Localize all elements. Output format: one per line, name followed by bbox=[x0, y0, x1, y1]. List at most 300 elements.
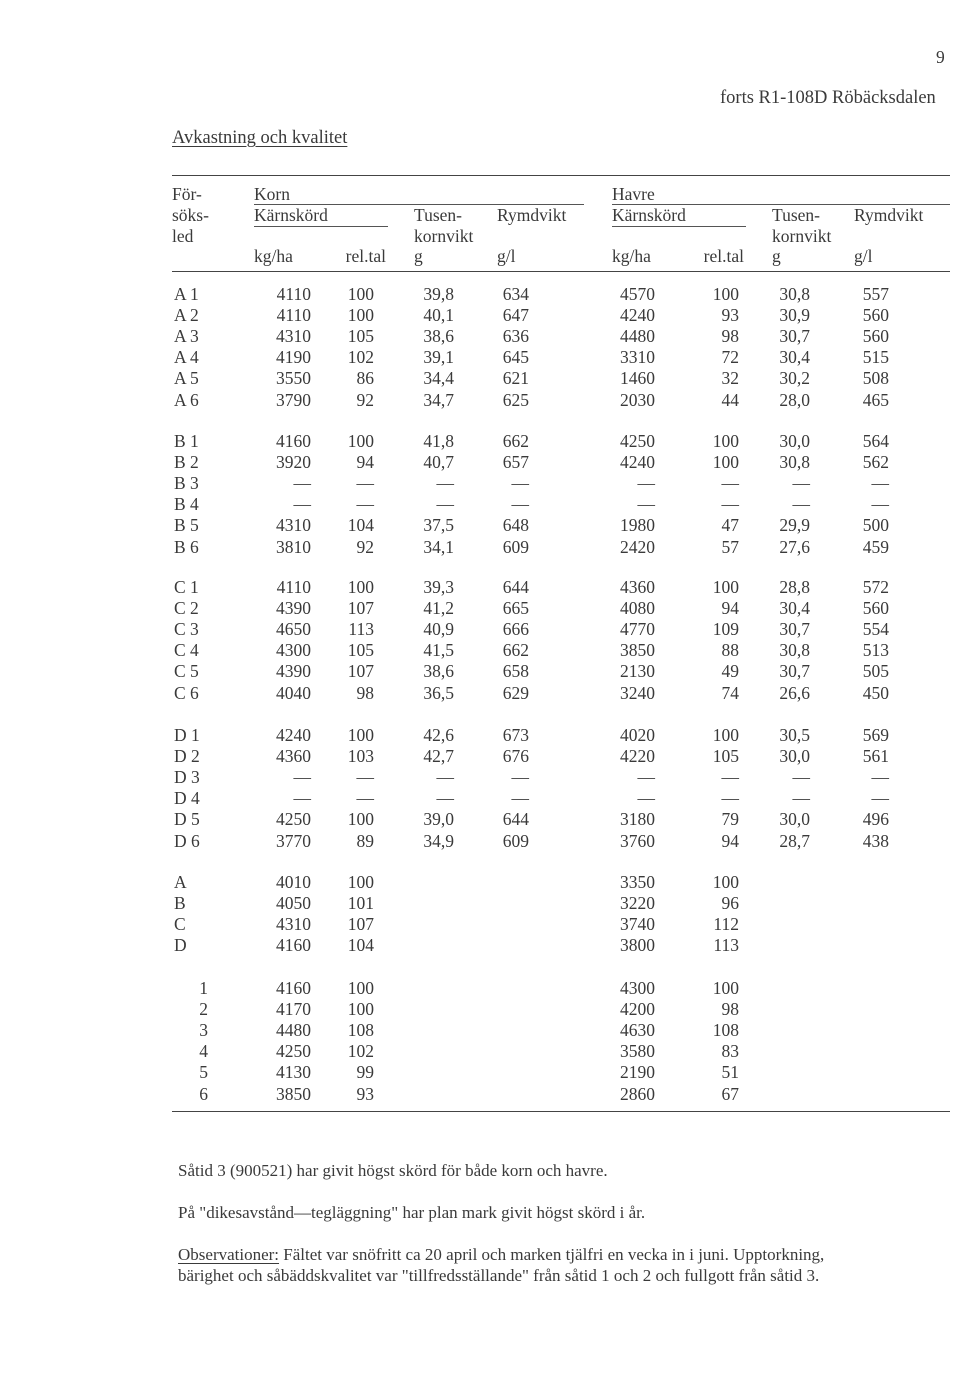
table-cell: 4170 bbox=[276, 999, 311, 1019]
table-cell: 4190 bbox=[276, 347, 311, 367]
table-cell: 49 bbox=[721, 661, 739, 681]
table-cell: — bbox=[871, 767, 889, 787]
table-cell: 625 bbox=[502, 390, 529, 410]
table-cell: 3350 bbox=[620, 872, 655, 892]
table-cell: — bbox=[792, 767, 810, 787]
table-cell: 107 bbox=[347, 914, 374, 934]
table-cell: 30,0 bbox=[779, 746, 810, 766]
observations-line-2: bärighet och såbäddskvalitet var "tillfredsställande" från såtid 1 och 2 och fullgott från såtid 3. bbox=[178, 1266, 820, 1285]
table-cell: 104 bbox=[347, 515, 374, 535]
table-cell: 40,7 bbox=[423, 452, 454, 472]
table-cell: 93 bbox=[356, 1084, 374, 1104]
unit-korn-kgha: kg/ha bbox=[254, 246, 293, 266]
table-cell: 658 bbox=[502, 661, 529, 681]
table-cell: 4110 bbox=[276, 305, 311, 325]
table-cell: — bbox=[436, 788, 454, 808]
table-cell: 3310 bbox=[620, 347, 655, 367]
table-cell: 107 bbox=[347, 598, 374, 618]
table-cell: 4220 bbox=[620, 746, 655, 766]
table-cell: 645 bbox=[502, 347, 529, 367]
table-cell: 30,7 bbox=[779, 326, 810, 346]
table-cell: — bbox=[511, 494, 529, 514]
table-cell: 2030 bbox=[620, 390, 655, 410]
table-cell: 4250 bbox=[276, 1041, 311, 1061]
table-cell: 508 bbox=[862, 368, 889, 388]
table-cell: 438 bbox=[862, 831, 889, 851]
table-bottom-rule bbox=[172, 1111, 950, 1112]
row-label: C 4 bbox=[174, 640, 199, 660]
row-label: C bbox=[174, 914, 186, 934]
table-cell: 100 bbox=[347, 305, 374, 325]
table-cell: 94 bbox=[356, 452, 374, 472]
table-cell: — bbox=[293, 473, 311, 493]
table-cell: 4250 bbox=[620, 431, 655, 451]
table-cell: 4110 bbox=[276, 284, 311, 304]
table-cell: 4160 bbox=[276, 978, 311, 998]
unit-havre-reltal: rel.tal bbox=[703, 246, 744, 266]
header-forsoksled-1: För- bbox=[172, 184, 202, 204]
row-label: C 6 bbox=[174, 683, 199, 703]
row-label: D 1 bbox=[174, 725, 200, 745]
table-cell: 560 bbox=[862, 326, 889, 346]
table-cell: 93 bbox=[721, 305, 739, 325]
row-label: A 6 bbox=[174, 390, 199, 410]
table-cell: 4160 bbox=[276, 431, 311, 451]
table-cell: 113 bbox=[348, 619, 374, 639]
table-cell: 3740 bbox=[620, 914, 655, 934]
header-korn-tusen: Tusen- bbox=[414, 205, 462, 225]
table-cell: 100 bbox=[712, 725, 739, 745]
header-havre: Havre bbox=[612, 184, 655, 204]
row-label: D 2 bbox=[174, 746, 200, 766]
table-cell: — bbox=[511, 767, 529, 787]
row-label: A 1 bbox=[174, 284, 199, 304]
table-cell: 621 bbox=[502, 368, 529, 388]
table-cell: 100 bbox=[347, 978, 374, 998]
table-cell: 41,8 bbox=[423, 431, 454, 451]
table-cell: 89 bbox=[356, 831, 374, 851]
table-cell: 107 bbox=[347, 661, 374, 681]
table-cell: 4310 bbox=[276, 515, 311, 535]
header-havre-karnskord: Kärnskörd bbox=[612, 205, 686, 225]
table-cell: 4360 bbox=[620, 577, 655, 597]
table-cell: 4010 bbox=[276, 872, 311, 892]
table-cell: 30,2 bbox=[779, 368, 810, 388]
table-cell: — bbox=[436, 473, 454, 493]
table-cell: 26,6 bbox=[779, 683, 810, 703]
table-cell: 4160 bbox=[276, 935, 311, 955]
table-cell: 636 bbox=[502, 326, 529, 346]
table-cell: 99 bbox=[356, 1062, 374, 1082]
table-cell: 4390 bbox=[276, 661, 311, 681]
unit-korn-g: g bbox=[414, 246, 423, 266]
table-cell: 102 bbox=[347, 1041, 374, 1061]
header-korn-kornvikt: kornvikt bbox=[414, 226, 474, 246]
table-cell: 3810 bbox=[276, 537, 311, 557]
table-cell: 4110 bbox=[276, 577, 311, 597]
table-cell: 572 bbox=[862, 577, 889, 597]
row-label: 1 bbox=[199, 978, 208, 998]
table-cell: 96 bbox=[721, 893, 739, 913]
table-cell: — bbox=[871, 494, 889, 514]
table-cell: 34,9 bbox=[423, 831, 454, 851]
table-cell: 34,7 bbox=[423, 390, 454, 410]
row-label: A 3 bbox=[174, 326, 199, 346]
table-cell: 30,5 bbox=[779, 725, 810, 745]
table-cell: 30,0 bbox=[779, 431, 810, 451]
table-cell: 39,1 bbox=[423, 347, 454, 367]
table-cell: 108 bbox=[712, 1020, 739, 1040]
table-cell: 2190 bbox=[620, 1062, 655, 1082]
table-cell: 30,9 bbox=[779, 305, 810, 325]
table-cell: — bbox=[356, 473, 374, 493]
table-cell: 79 bbox=[721, 809, 739, 829]
row-label: D 3 bbox=[174, 767, 200, 787]
table-cell: 4300 bbox=[276, 640, 311, 660]
row-label: D 5 bbox=[174, 809, 200, 829]
table-cell: 40,9 bbox=[423, 619, 454, 639]
table-cell: 564 bbox=[862, 431, 889, 451]
table-cell: 30,8 bbox=[779, 452, 810, 472]
table-cell: — bbox=[637, 494, 655, 514]
header-forsoksled-2: söks- bbox=[172, 205, 209, 225]
row-label: B 6 bbox=[174, 537, 199, 557]
table-cell: 34,4 bbox=[423, 368, 454, 388]
table-cell: — bbox=[356, 767, 374, 787]
table-cell: 101 bbox=[347, 893, 374, 913]
table-cell: 2130 bbox=[620, 661, 655, 681]
table-cell: 557 bbox=[862, 284, 889, 304]
table-cell: — bbox=[792, 473, 810, 493]
table-cell: — bbox=[637, 788, 655, 808]
table-cell: 662 bbox=[502, 431, 529, 451]
table-cell: 41,2 bbox=[423, 598, 454, 618]
row-label: B 4 bbox=[174, 494, 199, 514]
unit-havre-g: g bbox=[772, 246, 781, 266]
table-cell: 505 bbox=[862, 661, 889, 681]
table-cell: 105 bbox=[347, 326, 374, 346]
table-cell: 662 bbox=[502, 640, 529, 660]
table-cell: 94 bbox=[721, 831, 739, 851]
table-cell: — bbox=[792, 494, 810, 514]
table-cell: 648 bbox=[502, 515, 529, 535]
table-cell: 450 bbox=[862, 683, 889, 703]
table-cell: 34,1 bbox=[423, 537, 454, 557]
header-havre-kornvikt: kornvikt bbox=[772, 226, 832, 246]
table-cell: 30,4 bbox=[779, 347, 810, 367]
table-cell: 647 bbox=[502, 305, 529, 325]
table-cell: 30,8 bbox=[779, 284, 810, 304]
table-cell: 39,3 bbox=[423, 577, 454, 597]
table-cell: 105 bbox=[712, 746, 739, 766]
table-top-rule bbox=[172, 175, 950, 176]
table-cell: — bbox=[436, 767, 454, 787]
table-cell: 100 bbox=[347, 809, 374, 829]
table-cell: 41,5 bbox=[423, 640, 454, 660]
table-cell: 3790 bbox=[276, 390, 311, 410]
table-cell: 3550 bbox=[276, 368, 311, 388]
table-cell: 3920 bbox=[276, 452, 311, 472]
table-cell: 112 bbox=[713, 914, 739, 934]
row-label: B 3 bbox=[174, 473, 199, 493]
table-cell: 100 bbox=[347, 725, 374, 745]
table-cell: 83 bbox=[721, 1041, 739, 1061]
table-cell: 4240 bbox=[620, 452, 655, 472]
table-cell: 47 bbox=[721, 515, 739, 535]
table-cell: 4020 bbox=[620, 725, 655, 745]
korn-karnskord-rule bbox=[254, 226, 388, 227]
table-cell: 86 bbox=[356, 368, 374, 388]
table-cell: 4240 bbox=[620, 305, 655, 325]
table-cell: — bbox=[637, 473, 655, 493]
row-label: A 5 bbox=[174, 368, 199, 388]
table-cell: 44 bbox=[721, 390, 739, 410]
table-cell: 100 bbox=[347, 431, 374, 451]
table-cell: 3800 bbox=[620, 935, 655, 955]
table-cell: 100 bbox=[712, 431, 739, 451]
row-label: A bbox=[174, 872, 187, 892]
row-label: C 3 bbox=[174, 619, 199, 639]
table-cell: 2860 bbox=[620, 1084, 655, 1104]
table-cell: 3580 bbox=[620, 1041, 655, 1061]
table-cell: 4390 bbox=[276, 598, 311, 618]
table-cell: — bbox=[293, 767, 311, 787]
row-label: C 5 bbox=[174, 661, 199, 681]
table-cell: 40,1 bbox=[423, 305, 454, 325]
table-cell: — bbox=[356, 494, 374, 514]
table-cell: 2420 bbox=[620, 537, 655, 557]
page-number: 9 bbox=[936, 47, 945, 67]
table-cell: 4770 bbox=[620, 619, 655, 639]
table-cell: 30,8 bbox=[779, 640, 810, 660]
table-cell: 103 bbox=[347, 746, 374, 766]
table-cell: 100 bbox=[712, 452, 739, 472]
table-cell: 609 bbox=[502, 537, 529, 557]
table-cell: — bbox=[637, 767, 655, 787]
table-cell: 634 bbox=[502, 284, 529, 304]
table-cell: — bbox=[871, 473, 889, 493]
table-cell: 4360 bbox=[276, 746, 311, 766]
table-cell: 30,7 bbox=[779, 619, 810, 639]
table-cell: 51 bbox=[721, 1062, 739, 1082]
table-cell: 3180 bbox=[620, 809, 655, 829]
table-cell: 39,0 bbox=[423, 809, 454, 829]
table-cell: 98 bbox=[721, 326, 739, 346]
table-cell: — bbox=[792, 788, 810, 808]
row-label: 3 bbox=[199, 1020, 208, 1040]
table-cell: 644 bbox=[502, 809, 529, 829]
table-cell: 38,6 bbox=[423, 661, 454, 681]
table-cell: 57 bbox=[721, 537, 739, 557]
table-cell: 4050 bbox=[276, 893, 311, 913]
row-label: 2 bbox=[199, 999, 208, 1019]
table-cell: 657 bbox=[502, 452, 529, 472]
table-cell: 38,6 bbox=[423, 326, 454, 346]
table-cell: 3770 bbox=[276, 831, 311, 851]
observations-line-1 bbox=[178, 1245, 824, 1265]
table-header-rule bbox=[172, 271, 950, 272]
note-line-1: Såtid 3 (900521) har givit högst skörd för både korn och havre. bbox=[178, 1161, 608, 1180]
row-label: C 2 bbox=[174, 598, 199, 618]
table-cell: — bbox=[511, 788, 529, 808]
table-cell: 676 bbox=[502, 746, 529, 766]
table-cell: 561 bbox=[862, 746, 889, 766]
table-cell: — bbox=[721, 767, 739, 787]
table-cell: 100 bbox=[712, 872, 739, 892]
table-cell: 100 bbox=[712, 577, 739, 597]
table-cell: 4650 bbox=[276, 619, 311, 639]
table-cell: 673 bbox=[502, 725, 529, 745]
table-cell: 36,5 bbox=[423, 683, 454, 703]
table-cell: — bbox=[293, 788, 311, 808]
row-label: 4 bbox=[199, 1041, 208, 1061]
table-cell: 3850 bbox=[276, 1084, 311, 1104]
table-cell: 459 bbox=[862, 537, 889, 557]
table-cell: — bbox=[293, 494, 311, 514]
section-title: Avkastning och kvalitet bbox=[172, 128, 348, 148]
table-cell: 562 bbox=[862, 452, 889, 472]
table-cell: — bbox=[511, 473, 529, 493]
unit-havre-kgha: kg/ha bbox=[612, 246, 651, 266]
table-cell: 102 bbox=[347, 347, 374, 367]
table-cell: 100 bbox=[712, 978, 739, 998]
table-cell: 94 bbox=[721, 598, 739, 618]
table-cell: 665 bbox=[502, 598, 529, 618]
table-cell: 28,7 bbox=[779, 831, 810, 851]
row-label: 5 bbox=[199, 1062, 208, 1082]
table-cell: 496 bbox=[862, 809, 889, 829]
table-cell: 28,0 bbox=[779, 390, 810, 410]
table-cell: 29,9 bbox=[779, 515, 810, 535]
table-cell: 98 bbox=[356, 683, 374, 703]
table-cell: 4310 bbox=[276, 914, 311, 934]
table-cell: — bbox=[721, 788, 739, 808]
header-korn-rymdvikt: Rymdvikt bbox=[497, 205, 567, 225]
header-korn-karnskord: Kärnskörd bbox=[254, 205, 328, 225]
table-cell: 554 bbox=[862, 619, 889, 639]
table-cell: 3850 bbox=[620, 640, 655, 660]
table-cell: 92 bbox=[356, 537, 374, 557]
table-cell: 4040 bbox=[276, 683, 311, 703]
table-cell: 30,4 bbox=[779, 598, 810, 618]
table-cell: 560 bbox=[862, 598, 889, 618]
observations-label: Observationer: bbox=[178, 1245, 280, 1264]
table-cell: 4630 bbox=[620, 1020, 655, 1040]
table-cell: 1980 bbox=[620, 515, 655, 535]
table-cell: 27,6 bbox=[779, 537, 810, 557]
row-label: B 2 bbox=[174, 452, 199, 472]
table-cell: 30,0 bbox=[779, 809, 810, 829]
row-label: D 4 bbox=[174, 788, 200, 808]
table-cell: 4310 bbox=[276, 326, 311, 346]
table-cell: 3220 bbox=[620, 893, 655, 913]
table-cell: 644 bbox=[502, 577, 529, 597]
row-label: B 5 bbox=[174, 515, 199, 535]
havre-karnskord-rule bbox=[612, 226, 746, 227]
table-cell: 3760 bbox=[620, 831, 655, 851]
table-cell: 666 bbox=[502, 619, 529, 639]
table-cell: 100 bbox=[347, 577, 374, 597]
row-label: 6 bbox=[199, 1084, 208, 1104]
table-cell: 3240 bbox=[620, 683, 655, 703]
table-cell: 113 bbox=[713, 935, 739, 955]
table-cell: 513 bbox=[862, 640, 889, 660]
table-cell: 109 bbox=[712, 619, 739, 639]
table-cell: 72 bbox=[721, 347, 739, 367]
table-cell: 74 bbox=[721, 683, 739, 703]
table-cell: 88 bbox=[721, 640, 739, 660]
table-cell: 104 bbox=[347, 935, 374, 955]
table-cell: 569 bbox=[862, 725, 889, 745]
table-cell: 28,8 bbox=[779, 577, 810, 597]
table-cell: 629 bbox=[502, 683, 529, 703]
table-cell: 4480 bbox=[276, 1020, 311, 1040]
table-cell: 100 bbox=[347, 999, 374, 1019]
unit-korn-gl: g/l bbox=[497, 246, 516, 266]
observations-text-1: Fältet var snöfritt ca 20 april och marken tjälfri en vecka in i juni. Upptorkning, bbox=[279, 1245, 825, 1264]
note-line-2: På "dikesavstånd—tegläggning" har plan mark givit högst skörd i år. bbox=[178, 1203, 646, 1222]
table-cell: 4130 bbox=[276, 1062, 311, 1082]
row-label: A 2 bbox=[174, 305, 199, 325]
table-cell: 39,8 bbox=[423, 284, 454, 304]
unit-havre-gl: g/l bbox=[854, 246, 873, 266]
table-cell: 100 bbox=[347, 872, 374, 892]
table-cell: 4570 bbox=[620, 284, 655, 304]
table-cell: — bbox=[436, 494, 454, 514]
row-label: B bbox=[174, 893, 186, 913]
table-cell: 609 bbox=[502, 831, 529, 851]
table-cell: 465 bbox=[862, 390, 889, 410]
unit-korn-reltal: rel.tal bbox=[345, 246, 386, 266]
header-forsoksled-3: led bbox=[172, 226, 194, 246]
table-cell: — bbox=[871, 788, 889, 808]
table-cell: 100 bbox=[712, 284, 739, 304]
header-havre-rymdvikt: Rymdvikt bbox=[854, 205, 924, 225]
row-label: B 1 bbox=[174, 431, 199, 451]
table-cell: 108 bbox=[347, 1020, 374, 1040]
row-label: D bbox=[174, 935, 187, 955]
table-cell: — bbox=[356, 788, 374, 808]
table-cell: 98 bbox=[721, 999, 739, 1019]
table-cell: 1460 bbox=[620, 368, 655, 388]
table-cell: 4250 bbox=[276, 809, 311, 829]
table-cell: 4240 bbox=[276, 725, 311, 745]
table-cell: 42,7 bbox=[423, 746, 454, 766]
header-korn: Korn bbox=[254, 184, 290, 204]
table-cell: 92 bbox=[356, 390, 374, 410]
table-cell: 32 bbox=[721, 368, 739, 388]
table-cell: 560 bbox=[862, 305, 889, 325]
running-header: forts R1-108D Röbäcksdalen bbox=[720, 88, 936, 108]
table-cell: — bbox=[721, 494, 739, 514]
row-label: A 4 bbox=[174, 347, 199, 367]
table-cell: 105 bbox=[347, 640, 374, 660]
table-cell: 4300 bbox=[620, 978, 655, 998]
row-label: C 1 bbox=[174, 577, 199, 597]
table-cell: 515 bbox=[862, 347, 889, 367]
table-cell: 30,7 bbox=[779, 661, 810, 681]
table-cell: — bbox=[721, 473, 739, 493]
table-cell: 37,5 bbox=[423, 515, 454, 535]
header-havre-tusen: Tusen- bbox=[772, 205, 820, 225]
table-cell: 67 bbox=[721, 1084, 739, 1104]
table-cell: 4080 bbox=[620, 598, 655, 618]
table-cell: 42,6 bbox=[423, 725, 454, 745]
row-label: D 6 bbox=[174, 831, 200, 851]
table-cell: 100 bbox=[347, 284, 374, 304]
table-cell: 500 bbox=[862, 515, 889, 535]
table-cell: 4200 bbox=[620, 999, 655, 1019]
